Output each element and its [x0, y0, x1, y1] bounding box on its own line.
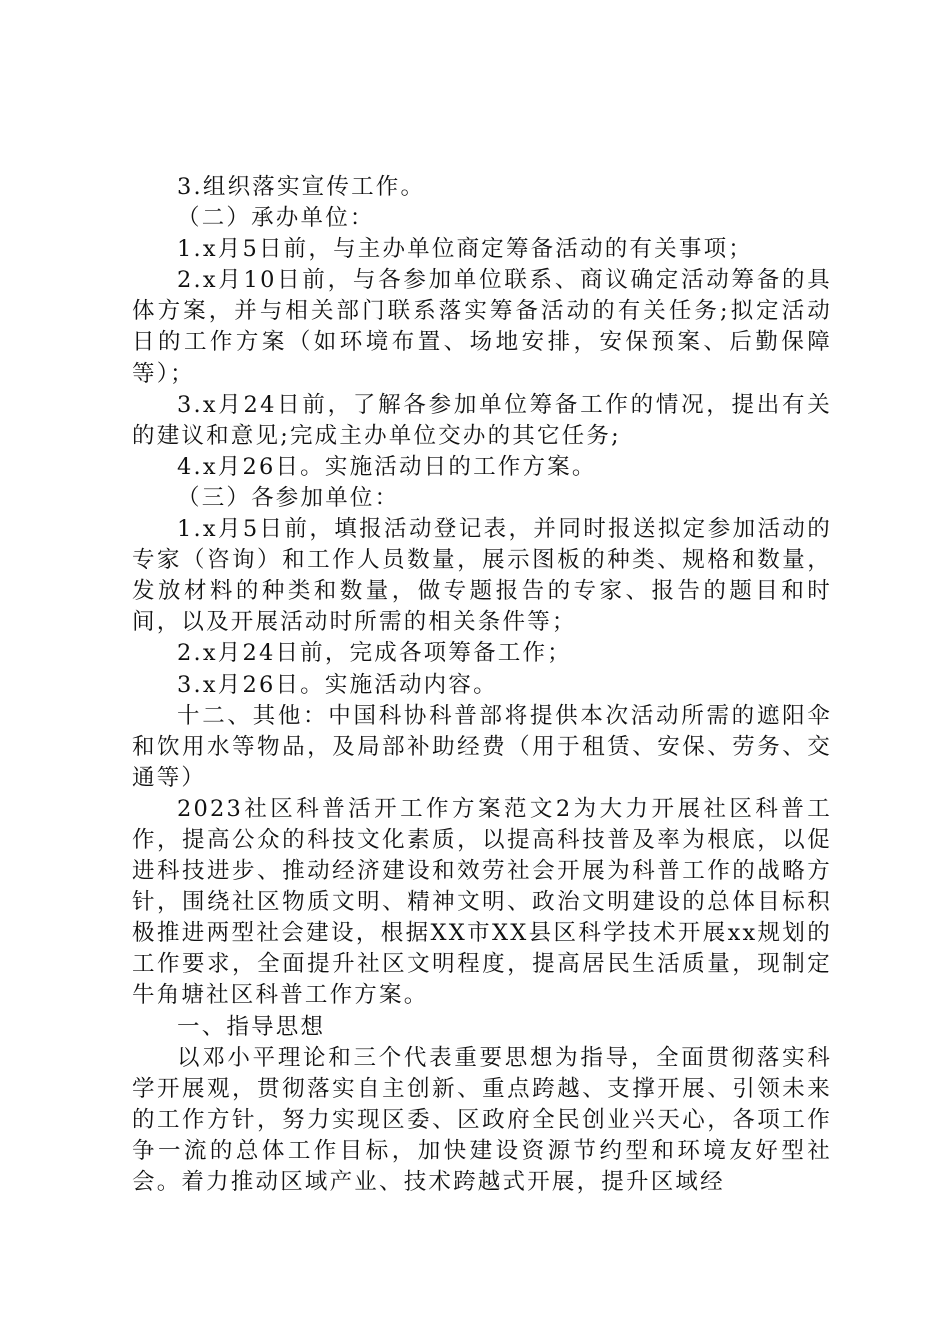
paragraph-participant-item-3: 3.x月26日。实施活动内容。: [177, 671, 498, 698]
document-body: [132, 172, 832, 1198]
paragraph-guiding-ideology-body: 以邓小平理论和三个代表重要思想为指导，全面贯彻落实科学开展观，贯彻落实自主创新、重点跨越、支撑开展、引领未来的工作方针，努力实现区委、区政府全民创业兴天心，各项工作争一流的总体工作目标，加快建设资源节约型和环境友好型社会。着力推动区域产业、技术跨越式开展，提升区域经: [132, 1044, 832, 1195]
heading-organizer-unit: （二）承办单位：: [177, 205, 375, 232]
paragraph-organizer-item-1: 1.x月5日前，与主办单位商定筹备活动的有关事项；: [177, 236, 753, 263]
paragraph-organizer-item-2: 2.x月10日前，与各参加单位联系、商议确定活动筹备的具体方案，并与相关部门联系落实筹备活动的有关任务;拟定活动日的工作方案（如环境布置、场地安排，安保预案、后勤保障等）；: [132, 267, 832, 387]
paragraph-section-twelve-other: 十二、其他：中国科协科普部将提供本次活动所需的遮阳伞和饮用水等物品，及局部补助经费（用于租赁、安保、劳务、交通等）: [132, 702, 832, 791]
paragraph-participant-item-2: 2.x月24日前，完成各项筹备工作；: [177, 640, 572, 667]
paragraph-organizer-item-3: 3.x月24日前，了解各参加单位筹备工作的情况，提出有关的建议和意见;完成主办单位交办的其它任务;: [132, 391, 832, 449]
paragraph-organizer-item-4: 4.x月26日。实施活动日的工作方案。: [177, 453, 597, 480]
paragraph-participant-item-1: 1.x月5日前，填报活动登记表，并同时报送拟定参加活动的专家（咨询）和工作人员数量，展示图板的种类、规格和数量，发放材料的种类和数量，做专题报告的专家、报告的题目和时间，以及开展活动时所需的相关条件等；: [132, 516, 832, 636]
paragraph-plan-sample-2-intro: 2023社区科普活开工作方案范文2为大力开展社区科普工作，提高公众的科技文化素质，以提高科技普及率为根底，以促进科技进步、推动经济建设和效劳社会开展为科普工作的战略方针，围绕社区物质文明、精神文明、政治文明建设的总体目标积极推进两型社会建设，根据XX市XX县区科学技术开展xx规划的工作要求，全面提升社区文明程度，提高居民生活质量，现制定牛角塘社区科普工作方案。: [132, 795, 832, 1009]
heading-participating-units: （三）各参加单位：: [177, 484, 400, 511]
paragraph-publicity-task: 3.组织落实宣传工作。: [177, 174, 426, 200]
heading-guiding-ideology: 一、指导思想: [177, 1013, 326, 1040]
